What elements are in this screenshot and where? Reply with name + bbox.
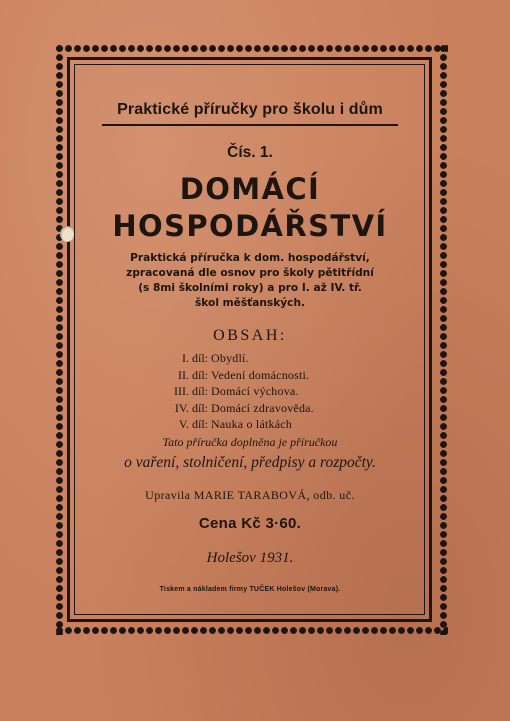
main-title-line1: DOMÁCÍ bbox=[179, 172, 321, 206]
companion-note-topics: o vaření, stolničení, předpisy a rozpočty. bbox=[124, 454, 376, 471]
contents-item bbox=[148, 350, 408, 367]
series-divider bbox=[102, 124, 398, 126]
contents-item bbox=[148, 383, 408, 400]
part-number: I. díl: bbox=[182, 351, 208, 365]
part-number: III. díl: bbox=[174, 384, 208, 398]
dotted-border-bottom bbox=[55, 626, 448, 635]
part-title: Nauka o látkách bbox=[211, 417, 292, 431]
description-line: škol měšťanských. bbox=[194, 297, 306, 309]
contents-item bbox=[148, 400, 408, 417]
contents-item bbox=[148, 367, 408, 384]
part-title: Obydlí. bbox=[211, 351, 249, 365]
part-title: Vedení domácnosti. bbox=[211, 367, 310, 382]
contents-heading: OBSAH: bbox=[213, 327, 287, 344]
dotted-border-right bbox=[439, 44, 448, 635]
contents-list bbox=[148, 350, 408, 433]
description-line: Praktická příručka k dom. hospodářství, bbox=[130, 252, 370, 264]
place-year: Holešov 1931. bbox=[206, 550, 294, 566]
volume-number: Čís. 1. bbox=[227, 144, 273, 161]
part-number: V. díl: bbox=[178, 417, 208, 431]
editor-credit: Upravila MARIE TARABOVÁ, odb. uč. bbox=[145, 488, 355, 502]
main-title-line2: HOSPODÁŘSTVÍ bbox=[112, 209, 388, 243]
companion-note: Tato příručka doplněna je příručkou bbox=[162, 435, 338, 449]
printer-imprint: Tiskem a nákladem firmy TUČEK Holešov (Morava). bbox=[159, 586, 341, 593]
part-number: II. díl: bbox=[178, 367, 208, 382]
staple-hole bbox=[60, 226, 74, 242]
series-title: Praktické příručky pro školu i dům bbox=[117, 101, 383, 118]
price: Cena Kč 3·60. bbox=[198, 515, 302, 532]
description-line: zpracovaná dle osnov pro školy pětitřídní bbox=[126, 267, 374, 279]
dotted-border-left bbox=[55, 44, 64, 635]
part-number: IV. díl: bbox=[174, 400, 208, 415]
contents-item bbox=[148, 416, 408, 433]
dotted-border-top bbox=[55, 44, 448, 53]
part-title: Domácí zdravověda. bbox=[211, 400, 314, 415]
part-title: Domácí výchova. bbox=[211, 384, 299, 398]
description-line: (s 8mi školními roky) a pro I. až IV. tř. bbox=[138, 282, 362, 294]
